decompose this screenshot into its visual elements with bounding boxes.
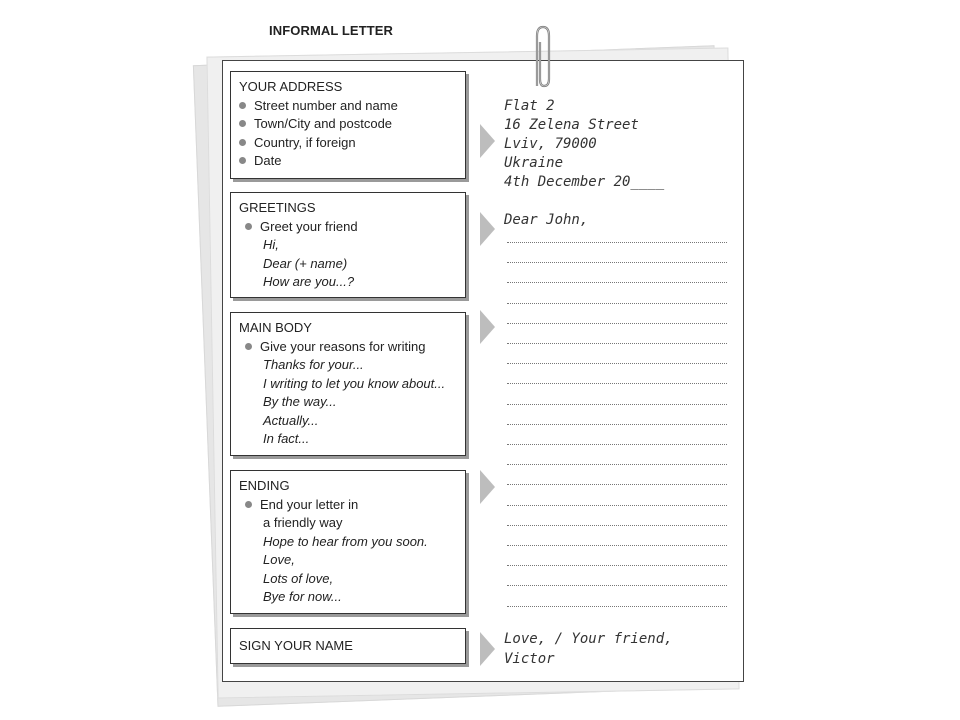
writing-line — [507, 262, 727, 263]
greetings-heading: GREETINGS — [239, 200, 316, 215]
example-phrase: Thanks for your... — [263, 357, 364, 372]
arrow-right-icon — [480, 212, 495, 246]
writing-line — [507, 444, 727, 445]
writing-line — [507, 464, 727, 465]
letter-date-line: 4th December 20____ — [504, 174, 665, 190]
bullet-icon — [245, 343, 252, 350]
example-phrase: Love, — [263, 552, 295, 567]
example-phrase: How are you...? — [263, 274, 355, 289]
writing-line — [507, 363, 727, 364]
ending-heading: ENDING — [239, 478, 290, 493]
page-title: INFORMAL LETTER — [269, 23, 394, 38]
example-phrase: In fact... — [263, 431, 310, 446]
arrow-right-icon — [480, 632, 495, 666]
letter-signoff: Love, / Your friend, — [504, 631, 673, 647]
bullet-icon — [245, 223, 252, 230]
writing-line — [507, 484, 727, 485]
example-phrase: I writing to let you know about... — [263, 375, 446, 391]
list-item: Date — [239, 152, 457, 171]
arrow-right-icon — [480, 470, 495, 504]
arrow-right-icon — [480, 310, 495, 344]
writing-line — [507, 343, 727, 344]
list-item: Street number and name — [239, 97, 457, 116]
example-phrase: Hi, — [263, 237, 279, 252]
greetings-box — [230, 192, 466, 298]
paperclip-icon — [527, 24, 557, 94]
example-phrase: Hope to hear from you soon. — [263, 533, 428, 549]
ending-box — [230, 470, 466, 614]
example-phrase: By the way... — [263, 394, 337, 409]
list-item: Give your reasons for writing — [239, 338, 457, 357]
writing-line — [507, 303, 727, 304]
bullet-icon — [239, 157, 246, 164]
letter-greeting: Dear John, — [504, 212, 589, 228]
writing-line — [507, 404, 727, 405]
list-item: Town/City and postcode — [239, 115, 457, 134]
letter-signature: Victor — [504, 651, 555, 667]
bullet-icon — [245, 501, 252, 508]
example-phrase: Actually... — [263, 412, 319, 428]
bullet-icon — [239, 139, 246, 146]
writing-line — [507, 606, 727, 607]
writing-line — [507, 383, 727, 384]
main-body-box — [230, 312, 466, 456]
example-phrase: Lots of love, — [263, 570, 334, 586]
writing-line — [507, 282, 727, 283]
sign-box — [230, 628, 466, 664]
letter-address-line: 16 Zelena Street — [504, 117, 639, 133]
example-phrase: Dear (+ name) — [263, 255, 348, 271]
writing-line — [507, 565, 727, 566]
address-heading: YOUR ADDRESS — [239, 79, 343, 94]
list-item: End your letter in — [239, 496, 457, 515]
letter-address-line: Lviv, 79000 — [504, 136, 597, 152]
list-item-continuation: a friendly way — [263, 515, 343, 530]
writing-line — [507, 323, 727, 324]
arrow-right-icon — [480, 124, 495, 158]
example-phrase: Bye for now... — [263, 589, 342, 604]
list-item: Greet your friend — [239, 218, 457, 237]
writing-line — [507, 585, 727, 586]
writing-line — [507, 545, 727, 546]
bullet-icon — [239, 120, 246, 127]
letter-address-line: Ukraine — [504, 155, 564, 171]
writing-line — [507, 242, 727, 243]
address-box — [230, 71, 466, 179]
list-item: Country, if foreign — [239, 134, 457, 153]
writing-line — [507, 424, 727, 425]
bullet-icon — [239, 102, 246, 109]
writing-line — [507, 525, 727, 526]
sign-heading: SIGN YOUR NAME — [239, 638, 353, 653]
main-body-heading: MAIN BODY — [239, 320, 312, 335]
letter-address-line: Flat 2 — [504, 98, 555, 114]
writing-line — [507, 505, 727, 506]
